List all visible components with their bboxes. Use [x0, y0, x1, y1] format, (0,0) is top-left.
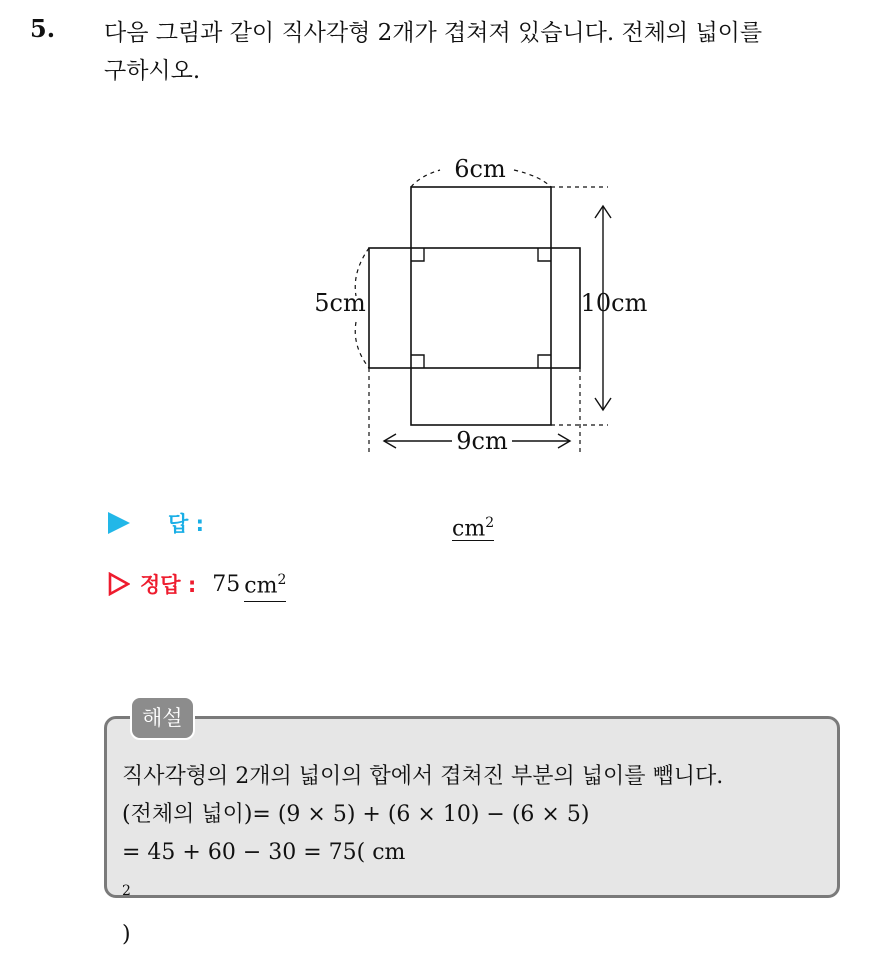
solution-text — [122, 758, 832, 954]
answer-unit-text: cm — [452, 516, 486, 542]
correct-answer-label: 정답 : — [140, 573, 197, 597]
solution-line-2: (전체의 넓이)= (9 × 5) + (6 × 10) − (6 × 5) — [122, 802, 590, 827]
solution-line-3 — [122, 834, 832, 954]
wide-rectangle — [369, 248, 580, 368]
answer-unit — [452, 506, 494, 541]
solution-line-3-end: ) — [122, 922, 131, 948]
answer-row — [108, 506, 204, 540]
outline-arrow-icon — [108, 572, 130, 596]
top-dimension-label: 6cm — [454, 155, 506, 183]
left-dimension-label: 5cm — [314, 289, 366, 317]
solution-line-3-main: = 45 + 60 − 30 = 75( cm — [122, 840, 406, 865]
dimension-guides — [355, 170, 608, 452]
question-line-1: 다음 그림과 같이 직사각형 2개가 겹쳐져 있습니다. 전체의 넓이를 — [104, 20, 763, 46]
tall-rectangle — [411, 187, 551, 425]
correct-answer-row — [108, 567, 286, 601]
solution-line-1: 직사각형의 2개의 넓이의 합에서 겹쳐진 부분의 넓이를 뺍니다. — [122, 764, 724, 789]
correct-unit-power: 2 — [277, 572, 287, 589]
correct-unit-text: cm — [244, 573, 278, 599]
answer-unit-power: 2 — [485, 515, 495, 531]
play-arrow-icon — [108, 512, 130, 534]
dimension-arrows — [384, 206, 611, 448]
right-dimension-label: 10cm — [580, 289, 648, 317]
solution-line-3-power: 2 — [122, 883, 131, 899]
question-line-2: 구하시오. — [104, 58, 201, 84]
correct-answer-value: 75 — [212, 571, 241, 597]
question-number: 5. — [30, 14, 56, 43]
solution-tag: 해설 — [130, 696, 195, 740]
right-angle-marks — [411, 248, 551, 368]
correct-answer-unit — [244, 566, 286, 601]
answer-label: 답 : — [168, 512, 204, 536]
bottom-dimension-label: 9cm — [456, 427, 508, 455]
